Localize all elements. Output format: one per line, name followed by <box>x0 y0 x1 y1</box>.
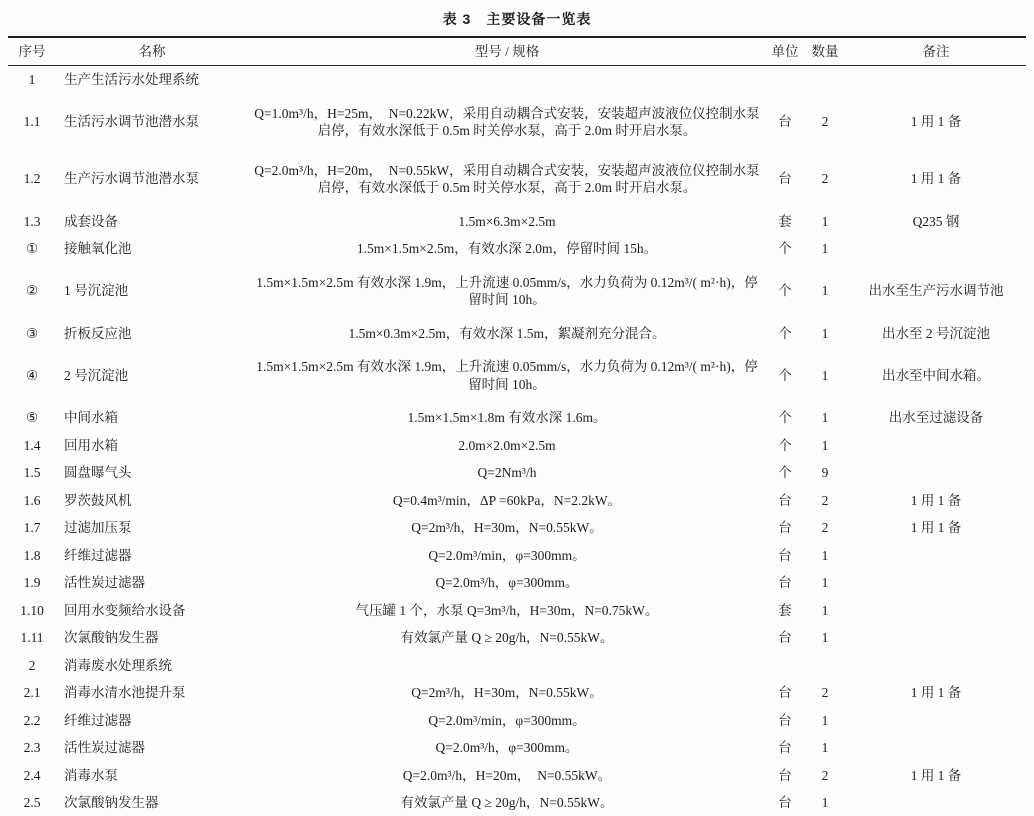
row-seq: 1.2 <box>23 171 41 187</box>
row-note <box>846 624 1026 652</box>
table-row <box>8 235 1026 263</box>
row-unit: 台 <box>778 114 792 130</box>
row-qty: 2 <box>821 114 829 130</box>
row-spec: 1.5m×0.3m×2.5m，有效水深 1.5m，絮凝剂充分混合。 <box>348 325 666 341</box>
row-name: 中间水箱 <box>64 410 118 425</box>
table-row <box>8 487 1026 515</box>
row-seq: 2.4 <box>23 767 41 783</box>
row-unit: 台 <box>778 575 792 590</box>
row-qty: 9 <box>821 465 829 480</box>
row-unit: 个 <box>778 241 792 256</box>
row-name: 消毒水泵 <box>64 767 118 783</box>
row-unit: 台 <box>778 630 792 645</box>
row-unit: 个 <box>778 465 792 480</box>
row-note: 出水至生产污水调节池 <box>868 283 1004 299</box>
row-spec: Q=2.0m³/h，H=20m， N=0.55kW。 <box>402 767 612 783</box>
table-row <box>8 707 1026 735</box>
row-unit: 台 <box>778 740 792 755</box>
row-spec <box>248 66 766 94</box>
row-unit: 台 <box>778 767 792 783</box>
row-name: 活性炭过滤器 <box>64 740 145 755</box>
row-seq: ④ <box>25 367 39 383</box>
row-name: 活性炭过滤器 <box>64 575 145 590</box>
col-header-seq: 序号 <box>8 37 56 66</box>
table-row <box>8 542 1026 570</box>
row-seq: 2.3 <box>23 740 41 755</box>
row-unit: 个 <box>778 410 792 425</box>
row-spec: 1.5m×1.5m×2.5m，有效水深 2.0m，停留时间 15h。 <box>356 241 658 256</box>
row-unit <box>766 652 804 680</box>
row-note <box>846 459 1026 487</box>
row-name: 生产生活污水处理系统 <box>64 72 199 87</box>
table-row <box>8 569 1026 597</box>
row-seq: 1.11 <box>20 630 44 645</box>
row-spec: 1.5m×6.3m×2.5m <box>458 213 556 229</box>
row-spec: Q=2m³/h，H=30m，N=0.55kW。 <box>411 685 603 700</box>
row-note <box>846 235 1026 263</box>
col-header-unit: 单位 <box>766 37 804 66</box>
row-name: 消毒废水处理系统 <box>64 657 172 673</box>
row-spec: 有效氯产量 Q ≥ 20g/h，N=0.55kW。 <box>400 795 614 810</box>
row-seq: 1 <box>28 72 36 87</box>
table-row <box>8 404 1026 432</box>
row-name: 过滤加压泵 <box>64 520 132 535</box>
row-spec: Q=2.0m³/h，φ=300mm。 <box>435 575 579 590</box>
row-note: 1 用 1 备 <box>910 492 962 508</box>
row-unit: 台 <box>778 492 792 508</box>
table-row <box>8 320 1026 348</box>
row-name: 消毒水清水池提升泵 <box>64 685 186 700</box>
row-spec: Q=2.0m³/h，φ=300mm。 <box>435 740 579 755</box>
row-name: 罗茨鼓风机 <box>64 492 132 508</box>
row-spec: Q=2m³/h，H=30m，N=0.55kW。 <box>411 520 603 535</box>
row-name: 生活污水调节池潜水泵 <box>64 114 199 130</box>
equipment-table <box>8 36 1026 816</box>
row-qty: 1 <box>821 410 829 425</box>
row-note <box>846 66 1026 94</box>
row-unit: 个 <box>778 325 792 341</box>
table-row <box>8 151 1026 208</box>
row-qty: 1 <box>821 367 829 383</box>
row-note <box>846 542 1026 570</box>
row-note <box>846 789 1026 816</box>
row-unit: 个 <box>778 367 792 383</box>
row-unit: 台 <box>778 685 792 700</box>
col-header-name: 名称 <box>56 37 248 66</box>
row-unit: 台 <box>778 171 792 187</box>
row-unit: 台 <box>778 712 792 728</box>
section-row <box>8 66 1026 94</box>
row-qty: 1 <box>821 241 829 256</box>
row-seq: 1.7 <box>23 520 41 535</box>
row-qty: 1 <box>821 437 829 453</box>
row-qty: 1 <box>821 795 829 810</box>
row-seq: ③ <box>25 325 39 341</box>
row-qty <box>804 66 846 94</box>
row-note <box>846 652 1026 680</box>
row-seq: 2.1 <box>23 685 41 700</box>
row-note: Q235 钢 <box>912 213 960 229</box>
header-row <box>8 37 1026 66</box>
row-spec: 1.5m×1.5m×2.5m 有效水深 1.9m，上升流速 0.05mm/s，水力负荷为 0.12m³/( m²·h)，停留时间 10h。 <box>256 359 758 392</box>
row-note: 1 用 1 备 <box>910 685 962 700</box>
row-name: 次氯酸钠发生器 <box>64 795 159 810</box>
row-qty: 1 <box>821 213 829 229</box>
table-row <box>8 762 1026 790</box>
row-seq: ② <box>25 283 39 299</box>
row-qty: 2 <box>821 685 829 700</box>
row-seq: 1.10 <box>20 602 44 618</box>
row-name: 纤维过滤器 <box>64 547 132 563</box>
table-row <box>8 432 1026 460</box>
row-seq: 1.9 <box>23 575 41 590</box>
row-spec: 1.5m×1.5m×2.5m 有效水深 1.9m，上升流速 0.05mm/s，水力负荷为 0.12m³/( m²·h)，停留时间 10h。 <box>256 274 758 307</box>
row-spec: 有效氯产量 Q ≥ 20g/h，N=0.55kW。 <box>400 630 614 645</box>
row-spec: Q=2Nm³/h <box>477 465 537 480</box>
table-row <box>8 459 1026 487</box>
row-note: 出水至过滤设备 <box>888 410 984 425</box>
row-note: 1 用 1 备 <box>910 520 962 535</box>
row-name: 圆盘曝气头 <box>64 465 132 480</box>
row-qty: 1 <box>821 575 829 590</box>
row-qty: 1 <box>821 325 829 341</box>
row-note: 1 用 1 备 <box>910 114 962 130</box>
table-title: 表 3 主要设备一览表 <box>442 11 592 27</box>
table-row <box>8 679 1026 707</box>
table-row <box>8 624 1026 652</box>
row-unit: 个 <box>778 283 792 299</box>
row-note <box>846 707 1026 735</box>
row-seq: 2.2 <box>23 712 41 728</box>
row-note: 出水至中间水箱。 <box>882 367 990 383</box>
table-row <box>8 734 1026 762</box>
row-seq: 1.5 <box>23 465 41 480</box>
row-spec: 1.5m×1.5m×1.8m 有效水深 1.6m。 <box>407 410 607 425</box>
row-spec: Q=2.0m³/h，H=20m， N=0.55kW，采用自动耦合式安装，安装超声波液位仪控制水泵启停，有效水深低于 0.5m 时关停水泵，高于 2.0m 时开启水泵。 <box>254 162 760 195</box>
row-spec: Q=2.0m³/min，φ=300mm。 <box>428 712 586 728</box>
table-row <box>8 789 1026 816</box>
row-qty: 1 <box>821 602 829 618</box>
row-qty: 1 <box>821 740 829 755</box>
table-row <box>8 514 1026 542</box>
row-seq: 1.6 <box>23 492 41 508</box>
table-row <box>8 94 1026 151</box>
row-qty: 1 <box>821 712 829 728</box>
row-qty: 2 <box>821 767 829 783</box>
row-qty: 2 <box>821 492 829 508</box>
row-spec: 2.0m×2.0m×2.5m <box>458 437 556 453</box>
col-header-spec: 型号 / 规格 <box>248 37 766 66</box>
row-seq: 1.8 <box>23 547 41 563</box>
row-note: 出水至 2 号沉淀池 <box>882 325 990 341</box>
row-name: 接触氧化池 <box>64 241 132 256</box>
row-unit: 个 <box>778 437 792 453</box>
row-name: 生产污水调节池潜水泵 <box>64 171 199 187</box>
row-unit: 套 <box>778 213 792 229</box>
row-qty: 1 <box>821 630 829 645</box>
row-name: 次氯酸钠发生器 <box>64 630 159 645</box>
row-name: 2 号沉淀池 <box>64 367 129 383</box>
row-seq: 1.1 <box>23 114 41 130</box>
row-seq: 1.3 <box>23 213 41 229</box>
row-name: 1 号沉淀池 <box>64 283 129 299</box>
table-row <box>8 263 1026 320</box>
row-seq: ① <box>25 241 39 256</box>
row-spec: 气压罐 1 个，水泵 Q=3m³/h，H=30m，N=0.75kW。 <box>355 602 659 618</box>
row-name: 成套设备 <box>64 213 118 229</box>
row-qty <box>804 652 846 680</box>
row-spec: Q=1.0m³/h，H=25m， N=0.22kW，采用自动耦合式安装，安装超声波液位仪控制水泵启停，有效水深低于 0.5m 时关停水泵，高于 2.0m 时开启水泵。 <box>254 105 760 138</box>
table-row <box>8 208 1026 236</box>
row-qty: 1 <box>821 283 829 299</box>
row-note <box>846 569 1026 597</box>
table-row <box>8 347 1026 404</box>
row-spec: Q=0.4m³/min，ΔP =60kPa，N=2.2kW。 <box>392 492 622 508</box>
row-spec: Q=2.0m³/min，φ=300mm。 <box>428 547 586 563</box>
row-seq: 1.4 <box>23 437 41 453</box>
row-unit <box>766 66 804 94</box>
row-note <box>846 432 1026 460</box>
row-note <box>846 734 1026 762</box>
col-header-qty: 数量 <box>804 37 846 66</box>
row-name: 折板反应池 <box>64 325 132 341</box>
row-name: 纤维过滤器 <box>64 712 132 728</box>
row-note <box>846 597 1026 625</box>
col-header-note: 备注 <box>846 37 1026 66</box>
row-qty: 2 <box>821 171 829 187</box>
row-seq: ⑤ <box>25 410 39 425</box>
row-name: 回用水变频给水设备 <box>64 602 186 618</box>
row-name: 回用水箱 <box>64 437 118 453</box>
row-seq: 2.5 <box>23 795 41 810</box>
row-unit: 套 <box>778 602 792 618</box>
section-row <box>8 652 1026 680</box>
table-row <box>8 597 1026 625</box>
row-spec <box>248 652 766 680</box>
row-qty: 1 <box>821 547 829 563</box>
row-qty: 2 <box>821 520 829 535</box>
row-unit: 台 <box>778 520 792 535</box>
row-unit: 台 <box>778 795 792 810</box>
row-unit: 台 <box>778 547 792 563</box>
row-note: 1 用 1 备 <box>910 171 962 187</box>
row-note: 1 用 1 备 <box>910 767 962 783</box>
row-seq: 2 <box>28 657 36 673</box>
